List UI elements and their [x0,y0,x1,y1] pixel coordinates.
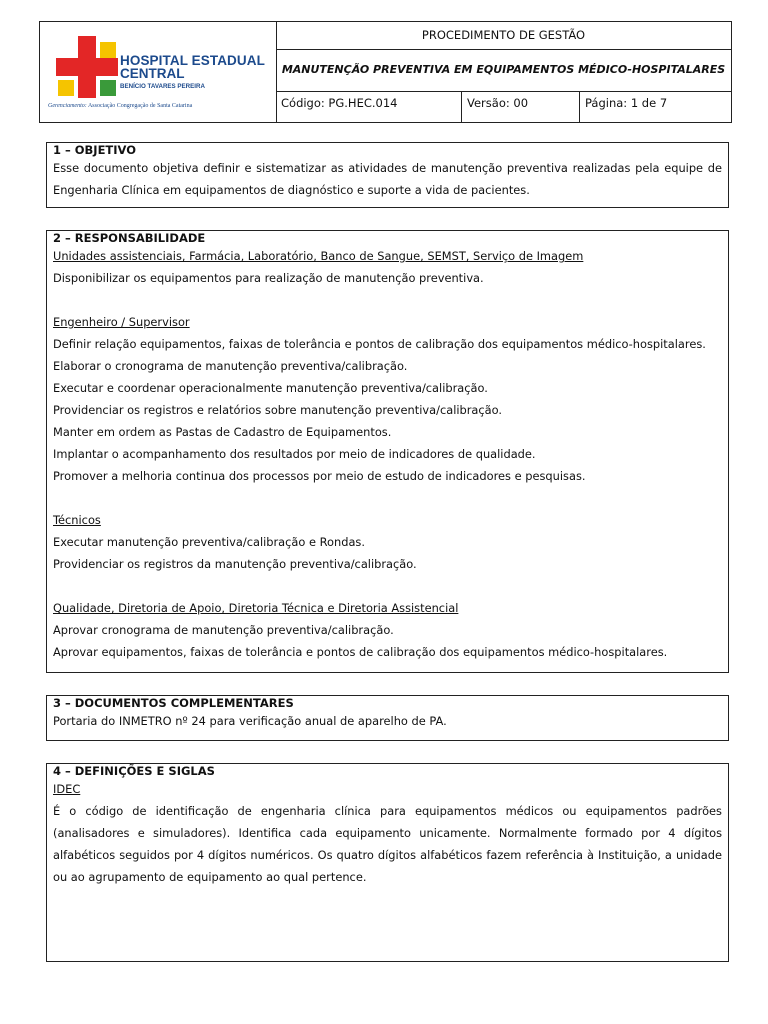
list-item: Providenciar os registros da manutenção preventiva/calibração. [53,557,417,571]
logo-line2: CENTRAL [120,66,185,81]
list-item: Executar manutenção preventiva/calibração e Rondas. [53,535,365,549]
group-heading: Técnicos [53,513,101,527]
logo-management [48,103,192,109]
section-responsabilidade [46,230,729,673]
hospital-cross-icon [56,36,118,98]
list-item: Disponibilizar os equipamentos para realização de manutenção preventiva. [53,271,484,285]
management-label: Gerenciamento: [48,103,87,109]
list-item: Implantar o acompanhamento dos resultados por meio de indicadores de qualidade. [53,447,536,461]
doc-title: MANUTENÇÃO PREVENTIVA EM EQUIPAMENTOS MÉDICO-HOSPITALARES [276,49,731,92]
list-item: Manter em ordem as Pastas de Cadastro de Equipamentos. [53,425,392,439]
section-text: Esse documento objetiva definir e sistematizar as atividades de manutenção preventiva realizadas pela equipe de Engenharia Clínica em equipamentos de diagnóstico e suporte a vida de pacientes. [53,161,722,197]
section-title: 1 – OBJETIVO [53,143,137,157]
section-title: 4 – DEFINIÇÕES E SIGLAS [53,764,215,778]
list-item: Promover a melhoria continua dos processos por meio de estudo de indicadores e pesquisas. [53,469,586,483]
section-definicoes [46,763,729,962]
list-item: Elaborar o cronograma de manutenção preventiva/calibração. [53,359,408,373]
group-heading: Engenheiro / Supervisor [53,315,190,329]
section-title: 2 – RESPONSABILIDADE [53,231,206,245]
management-name: Associação Congregação de Santa Catarina [87,103,193,109]
doc-code: Código: PG.HEC.014 [276,91,462,122]
list-item: Aprovar cronograma de manutenção preventiva/calibração. [53,623,394,637]
term-heading: IDEC [53,782,81,796]
section-documentos [46,695,729,741]
list-item: Aprovar equipamentos, faixas de tolerância e pontos de calibração dos equipamentos médico-hospitalares. [53,645,668,659]
doc-type: PROCEDIMENTO DE GESTÃO [276,22,731,50]
group-heading: Qualidade, Diretoria de Apoio, Diretoria Técnica e Diretoria Assistencial [53,601,459,615]
logo-line1: HOSPITAL ESTADUAL [120,53,265,68]
section-objetivo [46,142,729,208]
doc-meta-row [276,91,731,122]
hospital-logo [40,22,277,122]
list-item: Definir relação equipamentos, faixas de tolerância e pontos de calibração dos equipamentos médico-hospitalares. [53,337,706,351]
term-definition: É o código de identificação de engenharia clínica para equipamentos médicos ou equipamentos padrões (analisadores e simuladores). Identifica cada equipamento unicamente. Normalmente formado por 4 dígitos alfabéticos seguidos por 4 dígitos numéricos. Os quatro dígitos alfabéticos fazem referência à Instituição, a unidade ou ao agrupamento de equipamento ao qual pertence. [53,804,722,884]
doc-page: Página: 1 de 7 [585,96,668,110]
doc-version: Versão: 00 [462,91,580,122]
group-heading: Unidades assistenciais, Farmácia, Laboratório, Banco de Sangue, SEMST, Serviço de Imagem [53,249,584,263]
document-header [39,21,732,123]
section-text: Portaria do INMETRO nº 24 para verificação anual de aparelho de PA. [53,714,447,728]
section-title: 3 – DOCUMENTOS COMPLEMENTARES [53,696,294,710]
logo-line3: BENÍCIO TAVARES PEREIRA [120,83,205,90]
list-item: Providenciar os registros e relatórios sobre manutenção preventiva/calibração. [53,403,503,417]
list-item: Executar e coordenar operacionalmente manutenção preventiva/calibração. [53,381,488,395]
